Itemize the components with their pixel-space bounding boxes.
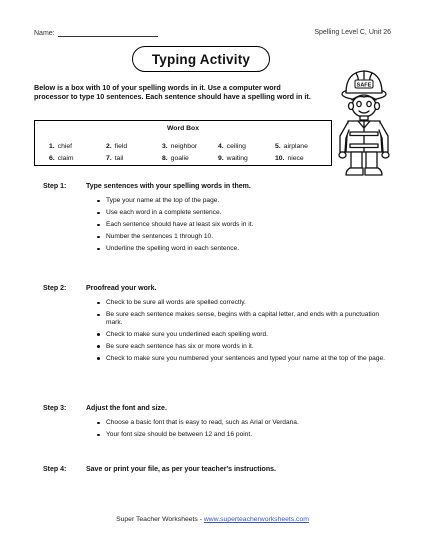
step-bullet-list (97, 197, 387, 257)
step-bullet-list (97, 419, 387, 443)
word-number: 1. (49, 143, 55, 150)
page-title: Typing Activity (132, 46, 270, 72)
step-bullet: Be sure each sentence has six or more words in it. (97, 343, 387, 351)
word-box-title: Word Box (167, 125, 199, 132)
word-number: 8. (162, 155, 168, 162)
spelling-word: claim (57, 155, 74, 162)
step-bullet-list (97, 299, 387, 367)
word-number: 6. (49, 155, 55, 162)
word-box-item (218, 155, 248, 162)
spelling-word: goalie (170, 155, 189, 162)
word-box-item (162, 143, 197, 150)
word-number: 5. (275, 143, 281, 150)
step-heading: Proofread your work. (86, 285, 157, 292)
word-box-item (218, 143, 246, 150)
word-box-item (275, 155, 304, 162)
level-label: Spelling Level C, Unit 26 (314, 29, 391, 36)
word-number: 10. (275, 155, 285, 162)
word-box-item (49, 155, 74, 162)
step-heading: Adjust the font and size. (86, 405, 167, 412)
word-number: 2. (106, 143, 112, 150)
word-box (34, 120, 332, 166)
word-box-item (106, 143, 127, 150)
spelling-word: niece (287, 155, 304, 162)
step-bullet: Each sentence should have at least six words in it. (97, 221, 387, 229)
spelling-word: airplane (283, 143, 308, 150)
step-label: Step 3: (43, 405, 67, 412)
spelling-word: neighbor (170, 143, 198, 150)
word-number: 4. (218, 143, 224, 150)
word-box-item (275, 143, 308, 150)
step-bullet: Check to make sure you numbered your sentences and typed your name at the top of the page. (97, 355, 387, 363)
spelling-word: chief (57, 143, 73, 150)
spelling-word: field (114, 143, 128, 150)
spelling-word: waiting (226, 155, 248, 162)
helmet-badge-text: SAFE (356, 82, 372, 89)
word-box-item (162, 155, 189, 162)
step-bullet: Underline the spelling word in each sentence. (97, 245, 387, 253)
name-field (34, 29, 158, 37)
name-line (58, 29, 158, 37)
word-number: 3. (162, 143, 168, 150)
word-number: 9. (218, 155, 224, 162)
word-box-item (106, 155, 123, 162)
step-heading: Save or print your file, as per your teacher's instructions. (86, 466, 276, 473)
step-bullet: Number the sentences 1 through 10. (97, 233, 387, 241)
footer-link[interactable]: www.superteacherworksheets.com (203, 516, 309, 523)
word-number: 7. (106, 155, 112, 162)
step-label: Step 4: (43, 466, 67, 473)
step-bullet: Choose a basic font that is easy to read, such as Arial or Verdana. (97, 419, 387, 427)
footer-prefix: Super Teacher Worksheets - (116, 516, 204, 523)
step-heading: Type sentences with your spelling words in them. (86, 183, 251, 190)
word-box-item (49, 143, 72, 150)
footer (0, 516, 425, 523)
step-bullet: Check to make sure you underlined each spelling word. (97, 331, 387, 339)
firefighter-icon (328, 66, 400, 184)
step-bullet: Your font size should be between 12 and 16 point. (97, 431, 387, 439)
step-bullet: Check to be sure all words are spelled correctly. (97, 299, 387, 307)
spelling-word: ceiling (226, 143, 246, 150)
step-bullet: Type your name at the top of the page. (97, 197, 387, 205)
step-bullet: Be sure each sentence makes sense, begins with a capital letter, and ends with a punctuation mark. (97, 311, 387, 327)
step-bullet: Use each word in a complete sentence. (97, 209, 387, 217)
intro-text: Below is a box with 10 of your spelling words in it. Use a computer word processor to type 10 sentences. Each sentence should have a spelling word in it. (34, 83, 311, 101)
spelling-word: tail (114, 155, 124, 162)
step-label: Step 2: (43, 285, 67, 292)
name-label: Name: (34, 30, 55, 37)
step-label: Step 1: (43, 183, 67, 190)
